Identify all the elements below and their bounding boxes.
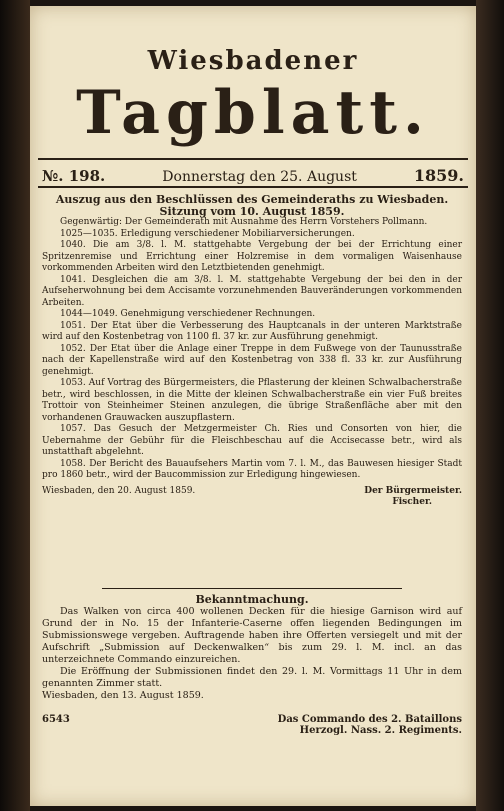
council-item: 1044—1049. Genehmigung verschiedener Rechnungen. (60, 309, 316, 319)
notice-text: Das Walken von circa 400 wollenen Decken für die hiesige Garnison wird auf Grund der in No. 15 der Infanterie-Caserne offen liegenden Bedingungen im Submissionswege vergeben. Auftragende haben ihre Offerten versiegelt und mit der Aufschrift „Submission auf Deckenwalken“ bis zum 29. l. M. incl. an das unterzeichnete Commando einzureichen. (42, 606, 462, 665)
rule-top (38, 158, 468, 160)
council-item: 1041. Desgleichen die am 3/8. l. M. stattgehabte Vergebung der bei den in der Aufseherwohnung bei dem Accisamte vorzunehmenden Bauveränderungen vorkommenden Arbeiten. (42, 274, 462, 308)
council-item: 1053. Auf Vortrag des Bürgermeisters, die Pflasterung der kleinen Schwalbacherstraße betr., wird beschlossen, in die Mitte der kleinen Schwalbacherstraße ein vier Fuß breites Trottoir von Steinheimer Steinen anzulegen, die übrige Straßenfläche aber mit den vorhandenen Grauwacken auszupflastern. (42, 378, 462, 423)
notice-ref: 6543 (42, 714, 70, 725)
council-place-date: Wiesbaden, den 20. August 1859. (42, 485, 196, 496)
issue-line (42, 166, 464, 185)
council-item: 1040. Die am 3/8. l. M. stattgehabte Vergebung der bei der Errichtung einer Spritzenremise und Errichtung einer Holzremise in dem vormaligen Waisenhause vorkommenden Arbeiten wird den Letztbietenden genehmigt. (42, 240, 462, 273)
issue-number: №. 198. (42, 167, 106, 185)
council-present: Gegenwärtig: Der Gemeinderath mit Ausnahme des Herrn Vorstehers Pollmann. (60, 217, 428, 227)
council-item: 1057. Das Gesuch der Metzgermeister Ch. Ries und Consorten von hier, die Uebernahme der Gebühr für die Fleischbeschau auf die Accisecasse betr., wird als unstatthaft abgelehnt. (42, 424, 462, 457)
rule-bottom (38, 186, 468, 188)
council-item: 1051. Der Etat über die Verbesserung des Hauptcanals in der unteren Marktstraße wird auf den Kostenbetrag von 1100 fl. 37 kr. zur Ausführung genehmigt. (42, 320, 462, 342)
council-section (42, 194, 462, 509)
notice-opening: Die Eröffnung der Submissionen findet den 29. l. M. Vormittags 11 Uhr in dem genannten Zimmer statt. (42, 666, 462, 689)
notice-place-date: Wiesbaden, den 13. August 1859. (42, 690, 204, 701)
council-session: Sitzung vom 10. August 1859. (159, 204, 345, 218)
council-item: 1058. Der Bericht des Bauaufsehers Martin vom 7. l. M., das Bauwesen hiesiger Stadt pro 1860 betr., wird der Baucommission zur Erledigung hingewiesen. (42, 458, 462, 480)
newspaper-page (30, 6, 476, 806)
council-signer-name: Fischer. (392, 497, 432, 507)
page-edge (476, 0, 504, 811)
council-heading: Auszug aus den Beschlüssen des Gemeinderaths zu Wiesbaden. (55, 193, 449, 206)
book-spine (0, 0, 30, 811)
notice-sign2: Herzogl. Nass. 2. Regiments. (299, 725, 462, 736)
notice-section (42, 594, 462, 702)
council-signature-row (42, 486, 462, 498)
issue-date: Donnerstag den 25. August (162, 169, 357, 185)
council-item: 1025—1035. Erledigung verschiedener Mobiliarversicherungen. (60, 228, 355, 239)
notice-sign1: Das Commando des 2. Bataillons (277, 714, 462, 725)
notice-footer (42, 714, 462, 736)
notice-heading: Bekanntmachung. (195, 593, 309, 606)
masthead-title: Tagblatt. (76, 78, 430, 148)
masthead-line1: Wiesbadener (147, 46, 359, 76)
issue-year: 1859. (413, 166, 464, 185)
section-divider (102, 588, 402, 589)
council-item: 1052. Der Etat über die Anlage einer Treppe in dem Fußwege von der Taunusstraße nach der Kapellenstraße wird auf den Kostenbetrag von 338 fl. 33 kr. zur Ausführung genehmigt. (42, 343, 462, 377)
council-signer-title: Der Bürgermeister. (364, 485, 462, 496)
